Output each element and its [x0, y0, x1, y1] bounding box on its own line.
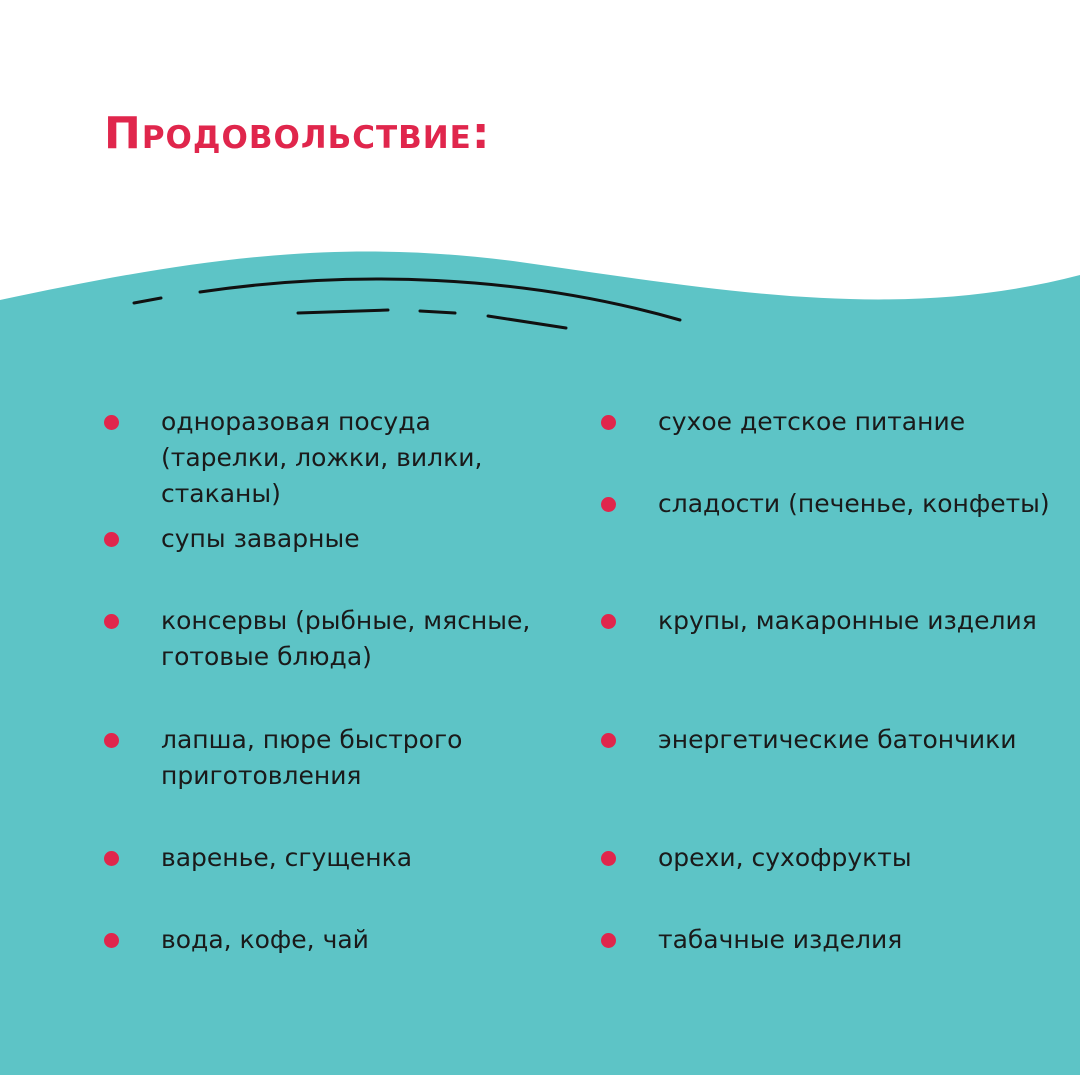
bullet-dot — [601, 851, 616, 866]
bullet-dot — [104, 733, 119, 748]
bullet-dot — [104, 851, 119, 866]
bullet-dot — [601, 933, 616, 948]
bullet-dot — [601, 733, 616, 748]
bullet-dot — [104, 532, 119, 547]
list-item-label: сухое детское питание — [658, 407, 966, 436]
bullet-dot — [104, 415, 119, 430]
bullet-dot — [601, 614, 616, 629]
list-item-label: одноразовая посуда (тарелки, ложки, вилки, стаканы) — [161, 407, 483, 508]
list-item-label: консервы (рыбные, мясные, готовые блюда) — [161, 606, 531, 671]
list-item-label: крупы, макаронные изделия — [658, 606, 1037, 635]
stroke-line — [420, 311, 455, 313]
list-item-label: вода, кофе, чай — [161, 925, 369, 954]
list-item-label: варенье, сгущенка — [161, 843, 413, 872]
bullet-dot — [601, 497, 616, 512]
bullet-dot — [104, 933, 119, 948]
list-item-label: сладости (печенье, конфеты) — [658, 489, 1050, 518]
list-item-label: супы заварные — [161, 524, 360, 553]
list-item-label: лапша, пюре быстрого приготовления — [161, 725, 463, 790]
bullet-dot — [601, 415, 616, 430]
bullet-dot — [104, 614, 119, 629]
list-item-label: табачные изделия — [658, 925, 903, 954]
page-title: Продовольствие: — [104, 108, 491, 159]
list-item-label: энергетические батончики — [658, 725, 1017, 754]
list-item-label: орехи, сухофрукты — [658, 843, 912, 872]
